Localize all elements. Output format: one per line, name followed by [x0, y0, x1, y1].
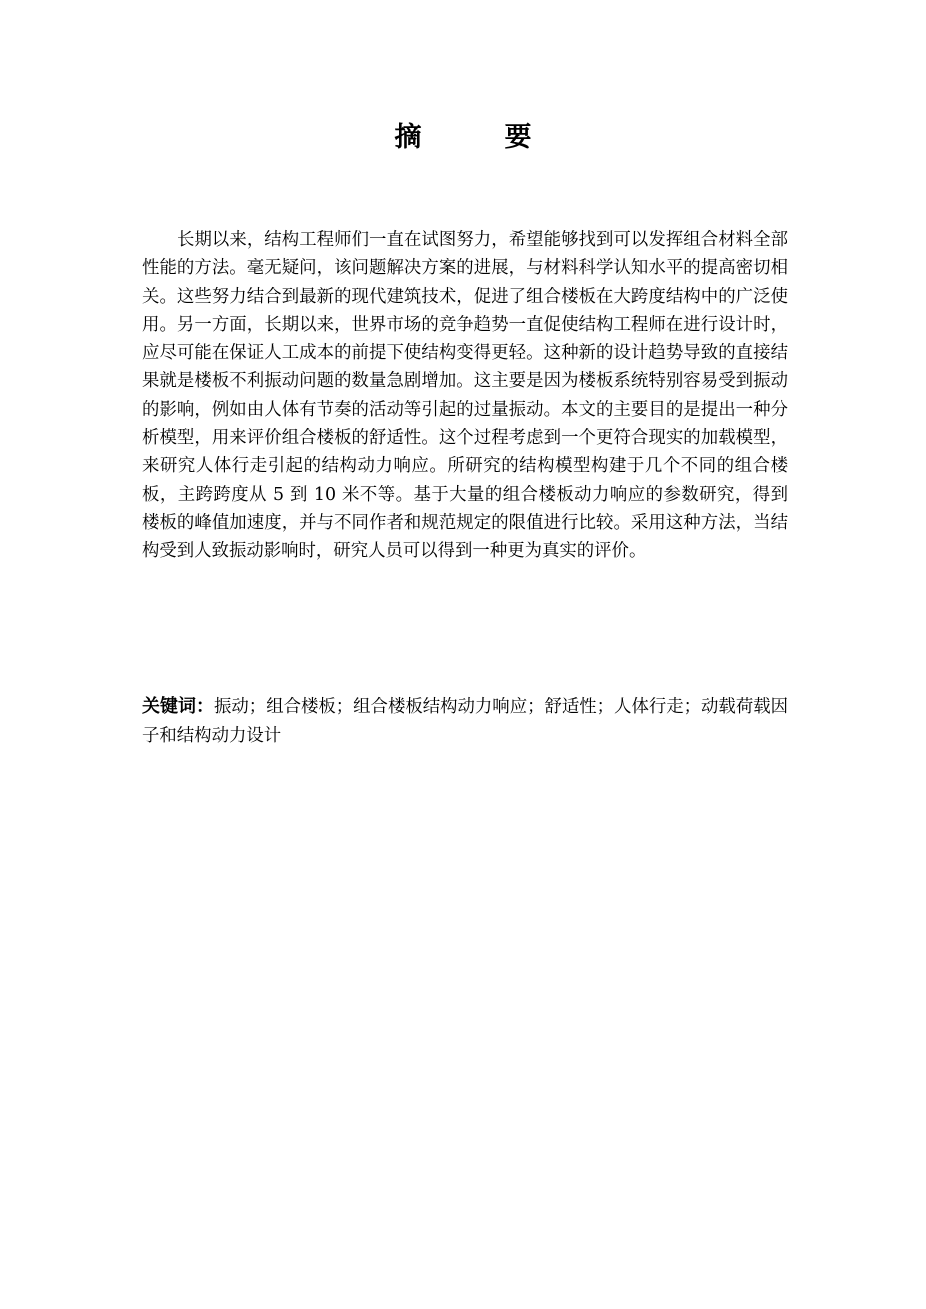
keywords-paragraph	[142, 692, 788, 751]
keywords-list: 振动；组合楼板；组合楼板结构动力响应；舒适性；人体行走；动载荷载因子和结构动力设计	[142, 697, 788, 746]
keywords-label: 关键词：	[142, 696, 215, 717]
abstract-title: 摘 要	[394, 122, 560, 153]
abstract-body: 长期以来，结构工程师们一直在试图努力，希望能够找到可以发挥组合材料全部性能的方法。毫无疑问，该问题解决方案的进展，与材料科学认知水平的提高密切相关。这些努力结合到最新的现代建筑技术，促进了组合楼板在大跨度结构中的广泛使用。另一方面，长期以来，世界市场的竞争趋势一直促使结构工程师在进行设计时，应尽可能在保证人工成本的前提下使结构变得更轻。这种新的设计趋势导致的直接结果就是楼板不利振动问题的数量急剧增加。这主要是因为楼板系统特别容易受到振动的影响，例如由人体有节奏的活动等引起的过量振动。本文的主要目的是提出一种分析模型，用来评价组合楼板的舒适性。这个过程考虑到一个更符合现实的加载模型，来研究人体行走引起的结构动力响应。所研究的结构模型构建于几个不同的组合楼板，主跨跨度从 5 到 10 米不等。基于大量的组合楼板动力响应的参数研究，得到楼板的峰值加速度，并与不同作者和规范规定的限值进行比较。采用这种方法，当结构受到人致振动影响时，研究人员可以得到一种更为真实的评价。	[142, 230, 788, 562]
